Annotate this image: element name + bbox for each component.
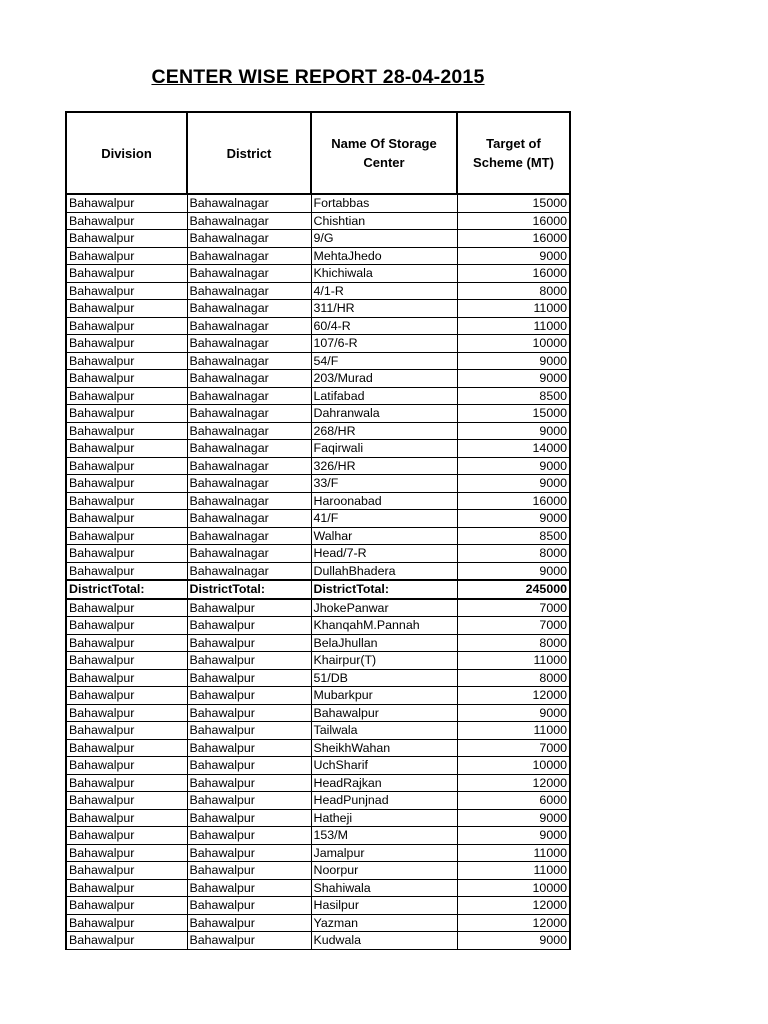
target-cell: 8000 [457,669,570,687]
storage-center-cell: Walhar [311,527,457,545]
table-row [66,300,570,318]
target-cell: 9000 [457,809,570,827]
storage-center-cell: Shahiwala [311,879,457,897]
storage-center-cell: 60/4-R [311,317,457,335]
district-cell: Bahawalpur [187,704,311,722]
target-cell: 9000 [457,510,570,528]
division-cell: Bahawalpur [66,194,187,212]
district-cell: Bahawalpur [187,739,311,757]
district-cell: Bahawalnagar [187,387,311,405]
table-row [66,335,570,353]
table-row [66,405,570,423]
district-cell: Bahawalpur [187,792,311,810]
target-cell: 9000 [457,247,570,265]
header-division: Division [66,112,187,194]
table-row [66,527,570,545]
target-cell: 10000 [457,879,570,897]
storage-center-cell: KhanqahM.Pannah [311,617,457,635]
district-cell: Bahawalpur [187,634,311,652]
table-row [66,194,570,212]
district-total-row [66,580,570,599]
table-row [66,247,570,265]
table-row [66,862,570,880]
table-row [66,722,570,740]
header-storage-center: Name Of Storage Center [311,112,457,194]
target-cell: 9000 [457,827,570,845]
target-cell: 11000 [457,722,570,740]
target-cell: 9000 [457,562,570,580]
storage-center-cell: DullahBhadera [311,562,457,580]
district-cell: Bahawalpur [187,722,311,740]
division-cell: Bahawalpur [66,879,187,897]
division-cell: Bahawalpur [66,932,187,950]
table-row [66,914,570,932]
storage-center-cell: Hasilpur [311,897,457,915]
target-cell: 9000 [457,475,570,493]
storage-center-cell: Faqirwali [311,440,457,458]
district-cell: Bahawalpur [187,862,311,880]
division-cell: Bahawalpur [66,914,187,932]
table-row [66,545,570,563]
header-district: District [187,112,311,194]
target-cell: 16000 [457,265,570,283]
table-body [66,194,570,949]
table-row [66,457,570,475]
table-row [66,634,570,652]
district-cell: Bahawalnagar [187,212,311,230]
district-cell: Bahawalnagar [187,422,311,440]
table-row [66,599,570,617]
division-cell: Bahawalpur [66,687,187,705]
district-cell: Bahawalnagar [187,230,311,248]
district-cell: DistrictTotal: [187,580,311,599]
storage-center-cell: 41/F [311,510,457,528]
target-cell: 11000 [457,862,570,880]
district-cell: Bahawalpur [187,844,311,862]
table-row [66,617,570,635]
target-cell: 12000 [457,914,570,932]
division-cell: Bahawalpur [66,510,187,528]
storage-center-cell: 326/HR [311,457,457,475]
storage-center-cell: Haroonabad [311,492,457,510]
table-row [66,704,570,722]
division-cell: Bahawalpur [66,282,187,300]
district-cell: Bahawalnagar [187,352,311,370]
division-cell: Bahawalpur [66,265,187,283]
district-cell: Bahawalnagar [187,545,311,563]
division-cell: Bahawalpur [66,827,187,845]
division-cell: Bahawalpur [66,669,187,687]
storage-center-cell: 9/G [311,230,457,248]
report-title: CENTER WISE REPORT 28-04-2015 [151,66,485,88]
storage-center-cell: Fortabbas [311,194,457,212]
district-cell: Bahawalnagar [187,317,311,335]
division-cell: Bahawalpur [66,809,187,827]
division-cell: Bahawalpur [66,317,187,335]
storage-center-cell: 51/DB [311,669,457,687]
table-row [66,212,570,230]
division-cell: Bahawalpur [66,370,187,388]
district-cell: Bahawalnagar [187,194,311,212]
storage-center-cell: Head/7-R [311,545,457,563]
table-header-row [66,112,570,194]
storage-center-cell: Tailwala [311,722,457,740]
division-cell: Bahawalpur [66,634,187,652]
storage-center-cell: 203/Murad [311,370,457,388]
table-row [66,475,570,493]
storage-center-cell: HeadRajkan [311,774,457,792]
storage-center-cell: MehtaJhedo [311,247,457,265]
district-cell: Bahawalpur [187,827,311,845]
district-cell: Bahawalpur [187,669,311,687]
table-row [66,317,570,335]
target-cell: 8000 [457,545,570,563]
storage-center-cell: Kudwala [311,932,457,950]
district-cell: Bahawalnagar [187,440,311,458]
district-cell: Bahawalnagar [187,265,311,283]
table-row [66,844,570,862]
storage-center-cell: 33/F [311,475,457,493]
table-row [66,652,570,670]
table-row [66,669,570,687]
target-cell: 7000 [457,739,570,757]
division-cell: Bahawalpur [66,422,187,440]
target-cell: 9000 [457,370,570,388]
district-cell: Bahawalpur [187,774,311,792]
target-cell: 8500 [457,387,570,405]
division-cell: Bahawalpur [66,440,187,458]
target-cell: 7000 [457,599,570,617]
target-cell: 9000 [457,352,570,370]
storage-center-cell: Noorpur [311,862,457,880]
division-cell: Bahawalpur [66,335,187,353]
target-cell: 15000 [457,194,570,212]
division-cell: Bahawalpur [66,527,187,545]
target-cell: 11000 [457,844,570,862]
target-cell: 10000 [457,757,570,775]
division-cell: Bahawalpur [66,704,187,722]
storage-center-cell: JhokePanwar [311,599,457,617]
storage-center-cell: Mubarkpur [311,687,457,705]
district-cell: Bahawalpur [187,932,311,950]
division-cell: Bahawalpur [66,562,187,580]
district-cell: Bahawalnagar [187,457,311,475]
storage-center-cell: Chishtian [311,212,457,230]
target-cell: 8000 [457,634,570,652]
storage-center-cell: Khairpur(T) [311,652,457,670]
table-row [66,265,570,283]
table-row [66,792,570,810]
table-row [66,739,570,757]
target-cell: 12000 [457,897,570,915]
district-cell: Bahawalpur [187,914,311,932]
target-cell: 9000 [457,422,570,440]
division-cell: Bahawalpur [66,387,187,405]
table-row [66,932,570,950]
table-row [66,879,570,897]
division-cell: Bahawalpur [66,247,187,265]
division-cell: Bahawalpur [66,492,187,510]
district-cell: Bahawalpur [187,617,311,635]
target-cell: 16000 [457,212,570,230]
storage-center-cell: HeadPunjnad [311,792,457,810]
table-row [66,687,570,705]
district-cell: Bahawalpur [187,809,311,827]
target-cell: 16000 [457,492,570,510]
table-row [66,370,570,388]
table-row [66,352,570,370]
division-cell: Bahawalpur [66,862,187,880]
district-cell: Bahawalnagar [187,510,311,528]
division-cell: Bahawalpur [66,599,187,617]
center-report-table [65,111,571,950]
district-cell: Bahawalnagar [187,370,311,388]
division-cell: Bahawalpur [66,757,187,775]
district-cell: Bahawalnagar [187,300,311,318]
division-cell: Bahawalpur [66,405,187,423]
district-cell: Bahawalpur [187,879,311,897]
storage-center-cell: 268/HR [311,422,457,440]
division-cell: Bahawalpur [66,352,187,370]
division-cell: Bahawalpur [66,652,187,670]
target-cell: 15000 [457,405,570,423]
table-row [66,757,570,775]
district-cell: Bahawalnagar [187,475,311,493]
storage-center-cell: 311/HR [311,300,457,318]
storage-center-cell: Yazman [311,914,457,932]
division-cell: Bahawalpur [66,457,187,475]
division-cell: Bahawalpur [66,897,187,915]
division-cell: Bahawalpur [66,545,187,563]
table-row [66,774,570,792]
district-cell: Bahawalpur [187,897,311,915]
division-cell: Bahawalpur [66,475,187,493]
storage-center-cell: BelaJhullan [311,634,457,652]
storage-center-cell: Bahawalpur [311,704,457,722]
storage-center-cell: Hatheji [311,809,457,827]
division-cell: Bahawalpur [66,300,187,318]
target-cell: 10000 [457,335,570,353]
storage-center-cell: Khichiwala [311,265,457,283]
target-cell: 7000 [457,617,570,635]
division-cell: Bahawalpur [66,792,187,810]
target-cell: 9000 [457,932,570,950]
storage-center-cell: SheikhWahan [311,739,457,757]
division-cell: Bahawalpur [66,774,187,792]
table-row [66,510,570,528]
target-cell: 8500 [457,527,570,545]
target-cell: 14000 [457,440,570,458]
target-cell: 9000 [457,704,570,722]
table-row [66,492,570,510]
header-target: Target of Scheme (MT) [457,112,570,194]
district-cell: Bahawalnagar [187,282,311,300]
target-cell: 11000 [457,317,570,335]
table-row [66,230,570,248]
table-row [66,897,570,915]
target-cell: 11000 [457,300,570,318]
target-cell: 16000 [457,230,570,248]
district-cell: Bahawalpur [187,687,311,705]
target-cell: 12000 [457,774,570,792]
division-cell: Bahawalpur [66,739,187,757]
district-cell: Bahawalnagar [187,405,311,423]
table-row [66,422,570,440]
storage-center-cell: 4/1-R [311,282,457,300]
target-cell: 12000 [457,687,570,705]
district-cell: Bahawalnagar [187,335,311,353]
division-cell: Bahawalpur [66,844,187,862]
district-cell: Bahawalnagar [187,527,311,545]
district-cell: Bahawalnagar [187,562,311,580]
target-cell: 6000 [457,792,570,810]
storage-center-cell: Latifabad [311,387,457,405]
district-cell: Bahawalnagar [187,492,311,510]
table-row [66,562,570,580]
table-row [66,827,570,845]
storage-center-cell: 153/M [311,827,457,845]
division-cell: Bahawalpur [66,617,187,635]
division-cell: Bahawalpur [66,230,187,248]
target-cell: 8000 [457,282,570,300]
storage-center-cell: DistrictTotal: [311,580,457,599]
target-cell: 9000 [457,457,570,475]
table-row [66,282,570,300]
storage-center-cell: Jamalpur [311,844,457,862]
division-cell: Bahawalpur [66,722,187,740]
district-cell: Bahawalnagar [187,247,311,265]
storage-center-cell: Dahranwala [311,405,457,423]
storage-center-cell: 107/6-R [311,335,457,353]
division-cell: DistrictTotal: [66,580,187,599]
division-cell: Bahawalpur [66,212,187,230]
storage-center-cell: UchSharif [311,757,457,775]
storage-center-cell: 54/F [311,352,457,370]
target-cell: 11000 [457,652,570,670]
target-cell: 245000 [457,580,570,599]
table-row [66,440,570,458]
district-cell: Bahawalpur [187,652,311,670]
district-cell: Bahawalpur [187,757,311,775]
table-row [66,387,570,405]
district-cell: Bahawalpur [187,599,311,617]
table-row [66,809,570,827]
